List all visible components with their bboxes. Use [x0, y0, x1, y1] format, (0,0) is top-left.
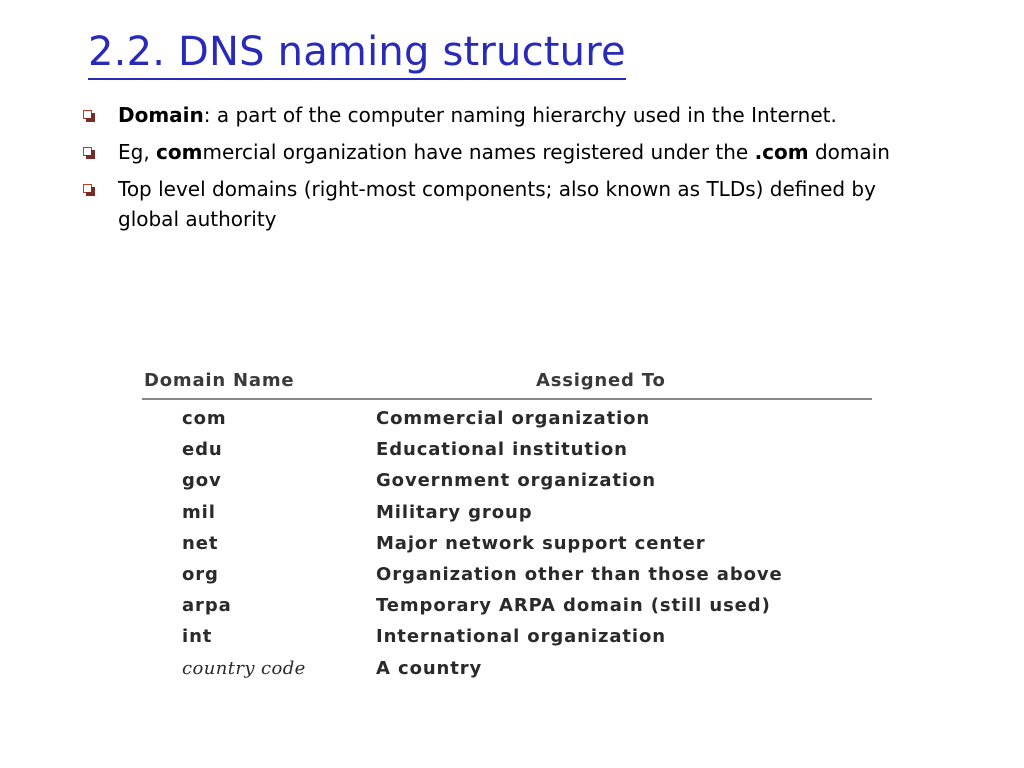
bullet-item-domain	[78, 100, 938, 130]
bullet-text: Top level domains (right-most components; also known as TLDs) defined by global authority	[118, 177, 876, 231]
bullet-item-tld	[78, 174, 938, 234]
bullet-text-mid: mercial organization have names registered under the	[202, 140, 755, 164]
cell-domain-name: int	[182, 626, 213, 648]
table-row	[142, 498, 874, 529]
bullet-bold-dotcom: .com	[754, 140, 809, 164]
header-assigned-to: Assigned To	[536, 370, 666, 391]
cell-domain-name: com	[182, 408, 227, 429]
cell-assigned-to: A country	[376, 657, 483, 679]
cell-domain-name: country code	[182, 657, 306, 679]
cell-assigned-to: Educational institution	[376, 439, 628, 461]
table-row	[142, 529, 874, 560]
bullet-term: Domain	[118, 103, 204, 127]
header-domain-name: Domain Name	[144, 370, 295, 391]
table-body	[142, 404, 874, 685]
cell-assigned-to: Organization other than those above	[376, 563, 783, 585]
domain-table	[142, 368, 874, 685]
cell-domain-name: arpa	[182, 595, 232, 617]
cell-domain-name: org	[182, 563, 219, 585]
cell-domain-name: mil	[182, 501, 216, 523]
cell-domain-name: net	[182, 532, 219, 554]
cell-assigned-to: Government organization	[376, 470, 656, 492]
bullet-bold-com: com	[156, 140, 203, 164]
cell-assigned-to: International organization	[376, 626, 666, 648]
cell-domain-name: gov	[182, 470, 222, 492]
table-row	[142, 591, 874, 622]
table-row	[142, 466, 874, 497]
bullet-text-pre: Eg,	[118, 140, 157, 164]
table-divider	[142, 398, 872, 400]
bullet-item-example	[78, 137, 938, 167]
bullet-text: : a part of the computer naming hierarchy used in the Internet.	[203, 103, 837, 127]
slide-title: 2.2. DNS naming structure	[88, 26, 626, 80]
cell-assigned-to: Temporary ARPA domain (still used)	[376, 595, 771, 617]
square-bullet-icon	[83, 147, 92, 156]
square-bullet-icon	[83, 184, 92, 193]
table-row	[142, 622, 874, 653]
table-header	[142, 368, 874, 398]
cell-assigned-to: Military group	[376, 501, 533, 523]
bullet-list	[78, 100, 938, 290]
table-row	[142, 435, 874, 466]
cell-assigned-to: Commercial organization	[376, 408, 651, 429]
cell-assigned-to: Major network support center	[376, 532, 706, 554]
table-row	[142, 560, 874, 591]
square-bullet-icon	[83, 110, 92, 119]
cell-domain-name: edu	[182, 439, 223, 461]
bullet-text-post: domain	[808, 140, 890, 164]
table-row	[142, 404, 874, 435]
table-row	[142, 654, 874, 685]
